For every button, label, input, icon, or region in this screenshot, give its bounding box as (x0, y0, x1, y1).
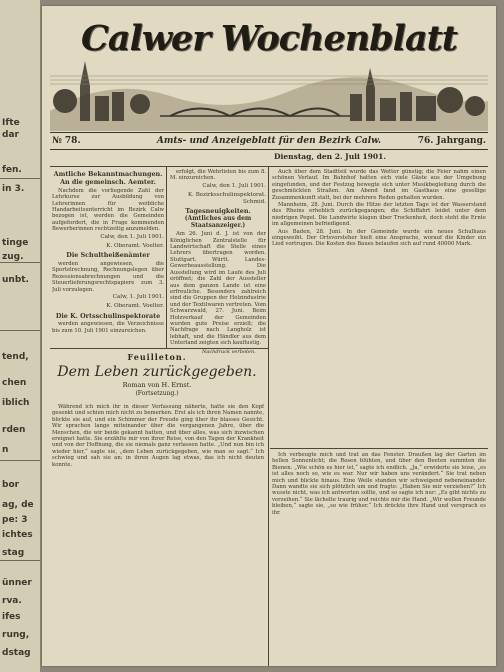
fragment: fen. (2, 165, 22, 175)
fragment: dar (2, 130, 19, 140)
fragment: rva. (2, 596, 22, 606)
fragment: Ifte (2, 118, 20, 128)
fragment: ichtes (2, 530, 33, 540)
notice-date: Calw, den 1. Juli 1901. (100, 233, 164, 240)
fragment: ünner (2, 578, 32, 588)
fragment: stag (2, 548, 25, 558)
story-text-left (52, 404, 264, 662)
reprint-note: Nachdruck verboten. (202, 349, 256, 355)
news-text: Aus Baden, 28. Juni. In der Gemeinde wurde ein neues Schulhaus eingeweiht. Der Ortsvorsteher hielt eine Ansprache, worauf die Kinder ein Lied vortrugen. Die Kosten des Baues belaufen sich auf rund 40000 Mark. (272, 228, 486, 248)
fragment: bor (2, 480, 20, 490)
fragment: tend, (2, 352, 29, 362)
issue-date: Dienstag, den 2. Juli 1901. (274, 152, 386, 161)
column-divider (268, 166, 269, 666)
fragment: zug. (2, 252, 24, 262)
notice-heading: Die K. Ortsschulinspektorate (55, 311, 161, 320)
fragment: tinge (2, 238, 29, 248)
story-paragraph: Während ich mich ihr in dieser Verfassung näherte, hatte sie den Kopf gesenkt und schien mich nicht zu bemerken. Erst als ich ihren Namen nannte, blickte sie auf, und ein Schimmer der Freude ging über ihr blasses Gesicht. Wir sprachen lange miteinander über die vergangenen Jahre, über die Menschen, die wir beide gekannt hatten, und über alles, was sich inzwischen ereignet hatte. Sie erzählte mir von ihrer Reise, von den Tagen der Krankheit und von der Hoffnung, die sie niemals ganz verlassen hatte. „Und nun bin ich wieder hier,“ sagte sie, „dem Leben zurückgegeben, wie man so sagt.“ Ich schwieg und sah sie an; in ihren Augen lag etwas, das ich nicht deuten konnte. (52, 404, 264, 468)
fragment: pe: 3 (2, 515, 28, 525)
story-title: Dem Leben zurückgegeben. (57, 364, 257, 380)
notice-heading: An die gemeinsch. Aemter. (60, 178, 156, 187)
newspaper-title: Calwer Wochenblatt (81, 18, 457, 59)
story-continuation: (Fortsetzung.) (135, 390, 179, 397)
column-official-notices (52, 169, 164, 347)
notice-text: Nachdem die vorliegende Zahl der Lehrkurse zur Ausbildung von Lehrerinnen für weibliche Handarbeitsunterricht im Bezirk Calw bezogen ist, werden die Gemeinden aufgefordert, die in Frage kommenden Bewerberinnen rechtzeitig anzumelden. (52, 187, 164, 233)
adjacent-page-strip (0, 0, 41, 672)
issue-number: № 78. (52, 136, 81, 146)
notice-text: werden angewiesen, die Sportelrechnung, Rechnungslegen über Rezessionsabrechnungen und die Steuerlieferungsrechtspapiere zum 3. Juli vorzulegen. (52, 260, 164, 293)
issue-subtitle: Amts- und Anzeigeblatt für den Bezirk Calw. (156, 136, 382, 146)
notice-date: Calw, den 1. Juli 1901. (202, 182, 266, 189)
issue-bar (50, 132, 488, 150)
notice-signature: K. Oberamt. Voelter. (106, 243, 164, 250)
fragment: n (2, 445, 9, 455)
section-heading: Amtliche Bekanntmachungen. (53, 170, 163, 178)
fragment: rung, (2, 630, 30, 640)
column-regional-news (272, 169, 486, 445)
fragment: dstag (2, 648, 31, 658)
notice-heading: Die Schultheißenämter (66, 251, 150, 260)
column-news (170, 169, 266, 347)
feuilleton-label: Feuilleton. (127, 352, 187, 362)
fragment: rden (2, 425, 26, 435)
divider (270, 448, 488, 449)
story-paragraph: Ich verbeugte mich und trat an das Fenster. Draußen lag der Garten im hellen Sonnenlicht; die Rosen blühten, und über den Beeten summten die Bienen. „Wie schön es hier ist,“ sagte ich endlich. „Ja,“ erwiderte sie leise, „es ist alles noch so, wie es war. Nur wir haben uns verändert.“ Sie trat neben mich und blickte hinaus. Eine Weile standen wir schweigend nebeneinander. Dann wandte sie sich plötzlich um und fragte: „Haben Sie mir verziehen?“ Ich wusste nicht, was ich antworten sollte, und so sagte ich nur: „Es gibt nichts zu verzeihen.“ Sie lächelte traurig und reichte mir die Hand. „Wir wollen Freunde bleiben,“ sagte sie, „so wie früher.“ Ich drückte ihre Hand und versprach es ihr. (272, 452, 486, 516)
fragment: iblich (2, 398, 30, 408)
section-heading: Tagesneuigkeiten. (185, 207, 251, 216)
news-text: Auch über dem Stadtteil wurde das Wetter günstig; die Feier nahm einen schönen Verlauf. Im Bahnhof hatten sich viele Gäste aus der Umgebung eingefunden, und der Festzug bewegte sich unter Musikbegleitung durch die geschmückten Straßen. Am Abend fand im Gasthaus eine gesellige Zusammenkunft statt, bei der mehrere Reden gehalten wurden. (272, 169, 486, 201)
fragment: ifes (2, 612, 21, 622)
notice-date: Calw, 1. Juli 1901. (112, 293, 164, 300)
intro-text: erfolgt, die Wehrlisten bis zum 8. M. einzureichen. (170, 169, 266, 182)
masthead (50, 16, 488, 131)
fragment: unbt. (2, 275, 29, 285)
newspaper-page (42, 6, 496, 666)
notice-text: werden angewiesen, die Verzeichnisse bis zum 10. Juli 1901 einzureichen. (52, 321, 164, 334)
notice-signature: K. Bezirksschulinspektorat. Schmid. (187, 192, 266, 205)
notice-signature: K. Oberamt. Voelter. (106, 303, 164, 310)
column-divider (166, 166, 167, 348)
issue-year: 76. Jahrgang. (417, 136, 486, 146)
story-author: Roman von H. Ernst. (122, 381, 192, 389)
fragment: in 3. (2, 184, 25, 194)
fragment: chen (2, 378, 27, 388)
story-text-right (272, 452, 486, 662)
section-subheading: (Amtliches aus dem Staatsanzeiger.) (184, 215, 252, 229)
news-text: Mannheim, 28. Juni. Durch die Hitze der letzten Tage ist der Wasserstand des Rheins erheblich zurückgegangen; die Schiffahrt leidet unter dem niedrigen Pegel. Die Landwirte klagen über Trockenheit, doch steht die Ernte im allgemeinen befriedigend. (272, 202, 486, 228)
news-text: Am 26. Juni d. J. ist von der Königlichen Zentralstelle für Landwirtschaft die Stelle eines Lehrers übertragen worden. Stuttgart. Württ. Landes-Gewerbeausstellung. Die Ausstellung wird im Laufe des Juli eröffnet; die Zahl der Aussteller aus dem ganzen Lande ist eine erfreuliche. Besonders zahlreich sind die Gruppen der Holzindustrie und der Textilwaren vertreten. Vom Schwarzwald, 27. Juni. Beim Holzverkauf der Gemeinden wurden gute Preise erzielt; die Nachfrage nach Langholz ist lebhaft, und die Händler aus dem Unterland zeigten sich kauflustig. (170, 231, 266, 347)
fragment: ag, de (2, 500, 34, 510)
feuilleton-header (50, 352, 264, 397)
divider (50, 166, 488, 167)
